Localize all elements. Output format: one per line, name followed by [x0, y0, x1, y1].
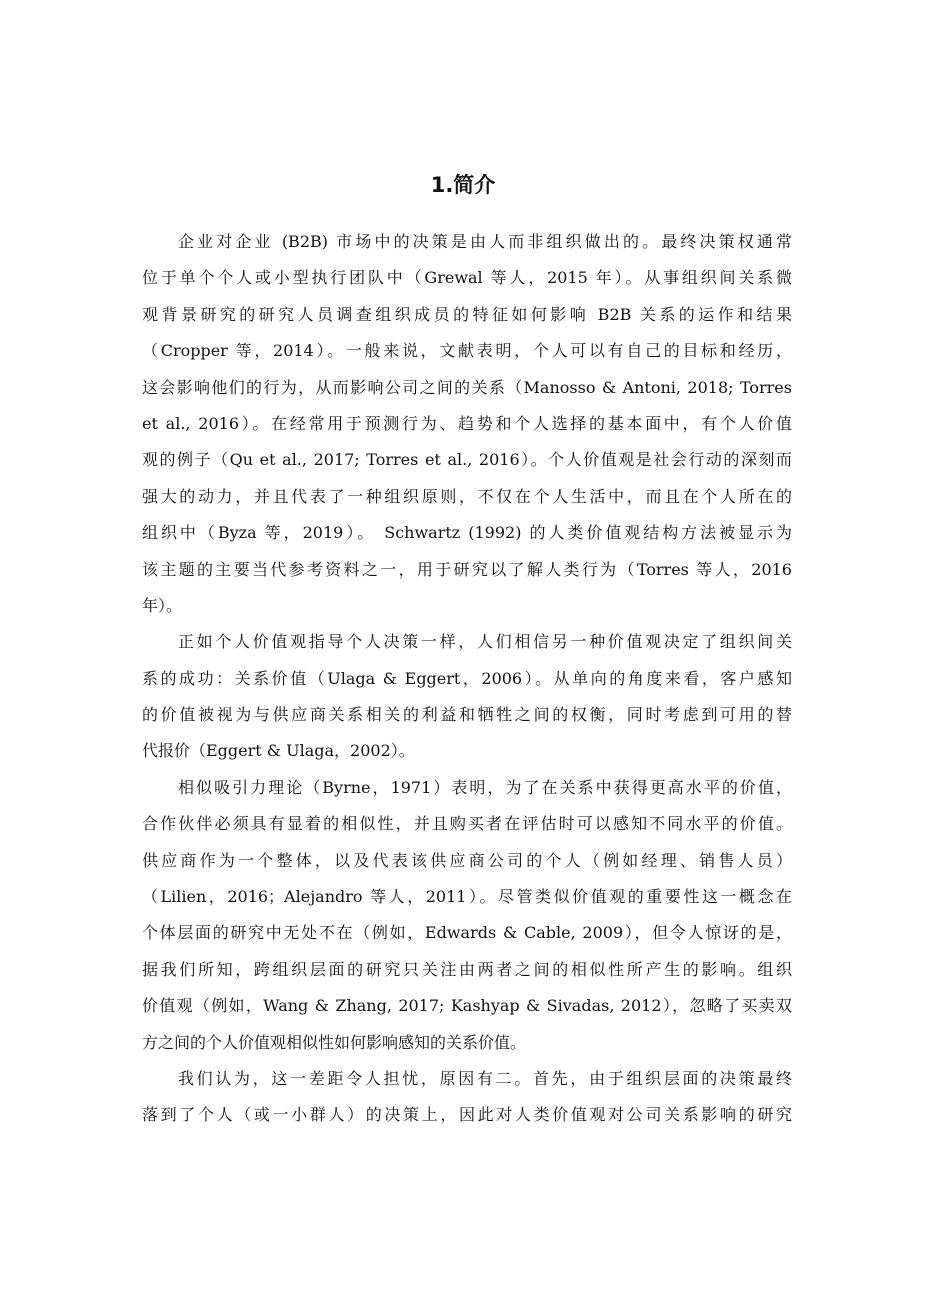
text-line: 强大的动力，并且代表了一种组织原则，不仅在个人生活中，而且在个人所在的	[142, 486, 792, 506]
text-line: 观的例子（Qu et al., 2017; Torres et al., 2016）。个人价值观是社会行动的深刻而	[142, 450, 792, 470]
text-line: 该主题的主要当代参考资料之一，用于研究以了解人类行为（Torres 等人，2016	[142, 559, 792, 579]
text-line: 企业对企业 (B2B) 市场中的决策是由人而非组织做出的。最终决策权通常	[178, 232, 792, 251]
text-line: 这会影响他们的行为，从而影响公司之间的关系（Manosso & Antoni, 2018; Torres	[142, 377, 792, 397]
text-line: （Lilien，2016；Alejandro 等人，2011）。尽管类似价值观的重要性这一概念在	[142, 887, 792, 907]
text-line: 据我们所知，跨组织层面的研究只关注由两者之间的相似性所产生的影响。组织	[142, 959, 792, 979]
page-title: 1.简介	[430, 173, 496, 197]
text-line: （Cropper 等，2014）。一般来说，文献表明，个人可以有自己的目标和经历，	[142, 341, 792, 361]
text-line: 合作伙伴必须具有显着的相似性，并且购买者在评估时可以感知不同水平的价值。	[142, 814, 792, 834]
text-line: 正如个人价值观指导个人决策一样，人们相信另一种价值观决定了组织间关	[178, 632, 792, 652]
text-line: 方之间的个人价值观相似性如何影响感知的关系价值。	[142, 1032, 527, 1052]
text-line: 的价值被视为与供应商关系相关的利益和牺牲之间的权衡，同时考虑到可用的替	[142, 705, 792, 725]
text-line: 位于单个个人或小型执行团队中（Grewal 等人，2015 年）。从事组织间关系微	[142, 268, 792, 288]
text-line: 组织中（Byza 等，2019）。 Schwartz (1992) 的人类价值观结构方法被显示为	[142, 523, 792, 543]
text-line: 相似吸引力理论（Byrne，1971）表明，为了在关系中获得更高水平的价值，	[178, 777, 792, 797]
text-line: 价值观（例如，Wang & Zhang, 2017; Kashyap & Sivadas, 2012），忽略了买卖双	[142, 996, 792, 1016]
text-line: 系的成功：关系价值（Ulaga & Eggert，2006）。从单向的角度来看，客户感知	[142, 668, 792, 688]
text-line: 落到了个人（或一小群人）的决策上，因此对人类价值观对公司关系影响的研究	[142, 1105, 792, 1125]
text-line: et al., 2016）。在经常用于预测行为、趋势和个人选择的基本面中，有个人价值	[142, 413, 792, 433]
text-line: 我们认为，这一差距令人担忧，原因有二。首先，由于组织层面的决策最终	[178, 1068, 792, 1088]
text-line: 观背景研究的研究人员调查组织成员的特征如何影响 B2B 关系的运作和结果	[142, 304, 792, 324]
document-body	[142, 224, 792, 1134]
text-line: 年）。	[142, 595, 183, 615]
text-line: 个体层面的研究中无处不在（例如，Edwards & Cable, 2009），但令人惊讶的是，	[142, 923, 792, 943]
text-line: 代报价（Eggert & Ulaga，2002）。	[142, 741, 415, 761]
text-line: 供应商作为一个整体，以及代表该供应商公司的个人（例如经理、销售人员）	[142, 850, 792, 870]
